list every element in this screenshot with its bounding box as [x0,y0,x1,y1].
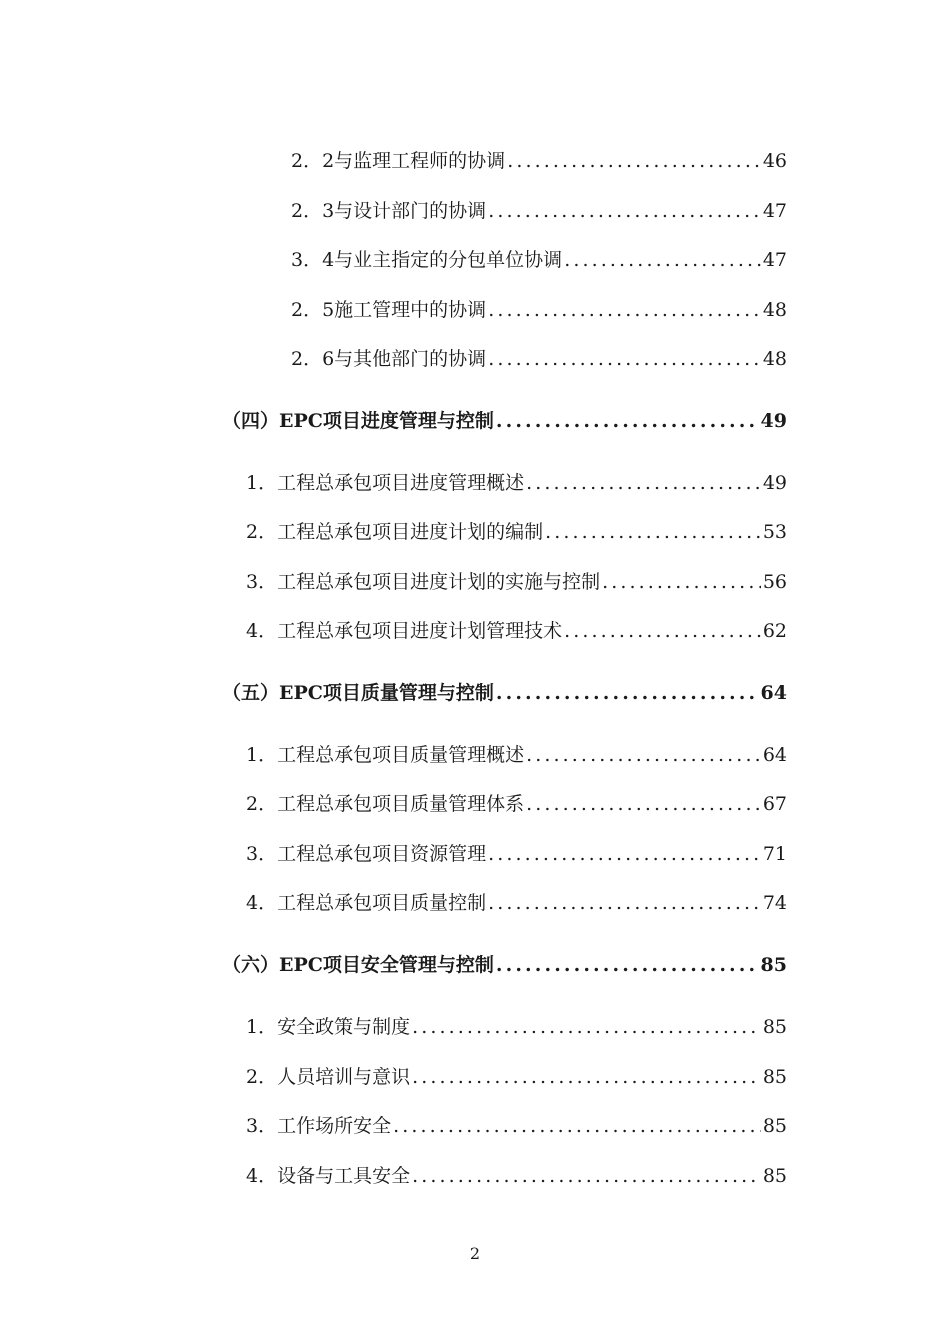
toc-entry-page: 85 [762,1016,787,1038]
dot-leader [486,888,761,918]
toc-entry-page: 48 [762,348,787,370]
dot-leader [600,567,761,597]
toc-entry-page: 47 [762,249,787,271]
toc-entry-page: 64 [760,682,787,704]
toc-entry[interactable] [291,295,787,325]
toc-entry-label: 1．安全政策与制度 [246,1016,411,1038]
toc-entry[interactable] [246,1111,787,1141]
dot-leader [524,740,761,770]
toc-entry-label: 2．3与设计部门的协调 [291,200,487,222]
toc-entry[interactable] [246,789,787,819]
toc-entry-page: 74 [762,892,787,914]
dot-leader [524,789,761,819]
toc-entry[interactable] [246,839,787,869]
toc-entry-page: 85 [762,1165,787,1187]
toc-entry-label: （六）EPC项目安全管理与控制 [222,954,494,976]
toc-entry-page: 85 [760,954,787,976]
dot-leader [543,517,761,547]
dot-leader [562,245,761,275]
toc-entry[interactable] [246,888,787,918]
toc-entry[interactable] [246,1062,787,1092]
toc-entry-label: 1．工程总承包项目进度管理概述 [246,472,525,494]
toc-entry-page: 85 [762,1115,787,1137]
toc-entry-label: 3．4与业主指定的分包单位协调 [291,249,563,271]
dot-leader [410,1161,761,1191]
toc-entry[interactable] [291,344,787,374]
dot-leader [391,1111,761,1141]
toc-entry-label: 1．工程总承包项目质量管理概述 [246,744,525,766]
dot-leader [505,146,761,176]
toc-entry-label: 2．工程总承包项目质量管理体系 [246,793,525,815]
toc-entry[interactable] [246,1161,787,1191]
toc-entry-label: （五）EPC项目质量管理与控制 [222,682,494,704]
page-number: 2 [469,1244,481,1263]
toc-entry-page: 71 [762,843,787,865]
toc-entry[interactable] [246,616,787,646]
toc-entry-label: 2．6与其他部门的协调 [291,348,487,370]
toc-entry-label: 2．人员培训与意识 [246,1066,411,1088]
toc-section-heading[interactable] [222,950,787,980]
dot-leader [486,344,761,374]
dot-leader [494,678,759,708]
toc-entry-page: 46 [762,150,787,172]
toc-entry[interactable] [246,468,787,498]
toc-entry[interactable] [291,146,787,176]
toc-entry[interactable] [246,517,787,547]
toc-section-heading[interactable] [222,406,787,436]
toc-entry[interactable] [246,740,787,770]
toc-entry-page: 64 [762,744,787,766]
toc-section-heading[interactable] [222,678,787,708]
toc-entry-label: 4．工程总承包项目质量控制 [246,892,487,914]
toc-entry-label: 3．工程总承包项目进度计划的实施与控制 [246,571,601,593]
toc-entry-label: 3．工程总承包项目资源管理 [246,843,487,865]
dot-leader [410,1012,761,1042]
toc-entry-page: 47 [762,200,787,222]
dot-leader [486,839,761,869]
toc-entry-page: 48 [762,299,787,321]
toc-entry-label: 2．5施工管理中的协调 [291,299,487,321]
toc-entry[interactable] [246,567,787,597]
toc-entry[interactable] [291,245,787,275]
dot-leader [410,1062,761,1092]
toc-entry-page: 67 [762,793,787,815]
toc-entry-page: 85 [762,1066,787,1088]
toc-entry-label: （四）EPC项目进度管理与控制 [222,410,494,432]
toc-entry-page: 49 [760,410,787,432]
toc-entry-page: 53 [762,521,787,543]
toc-entry-page: 49 [762,472,787,494]
toc-entry-label: 3．工作场所安全 [246,1115,392,1137]
toc-entry-page: 62 [762,620,787,642]
toc-entry-page: 56 [762,571,787,593]
toc-entry[interactable] [246,1012,787,1042]
dot-leader [562,616,761,646]
dot-leader [494,950,759,980]
dot-leader [486,196,761,226]
toc-entry-label: 2．2与监理工程师的协调 [291,150,506,172]
dot-leader [494,406,759,436]
toc-entry-label: 2．工程总承包项目进度计划的编制 [246,521,544,543]
toc-entry-label: 4．工程总承包项目进度计划管理技术 [246,620,563,642]
dot-leader [486,295,761,325]
toc-entry-label: 4．设备与工具安全 [246,1165,411,1187]
toc-entry[interactable] [291,196,787,226]
dot-leader [524,468,761,498]
